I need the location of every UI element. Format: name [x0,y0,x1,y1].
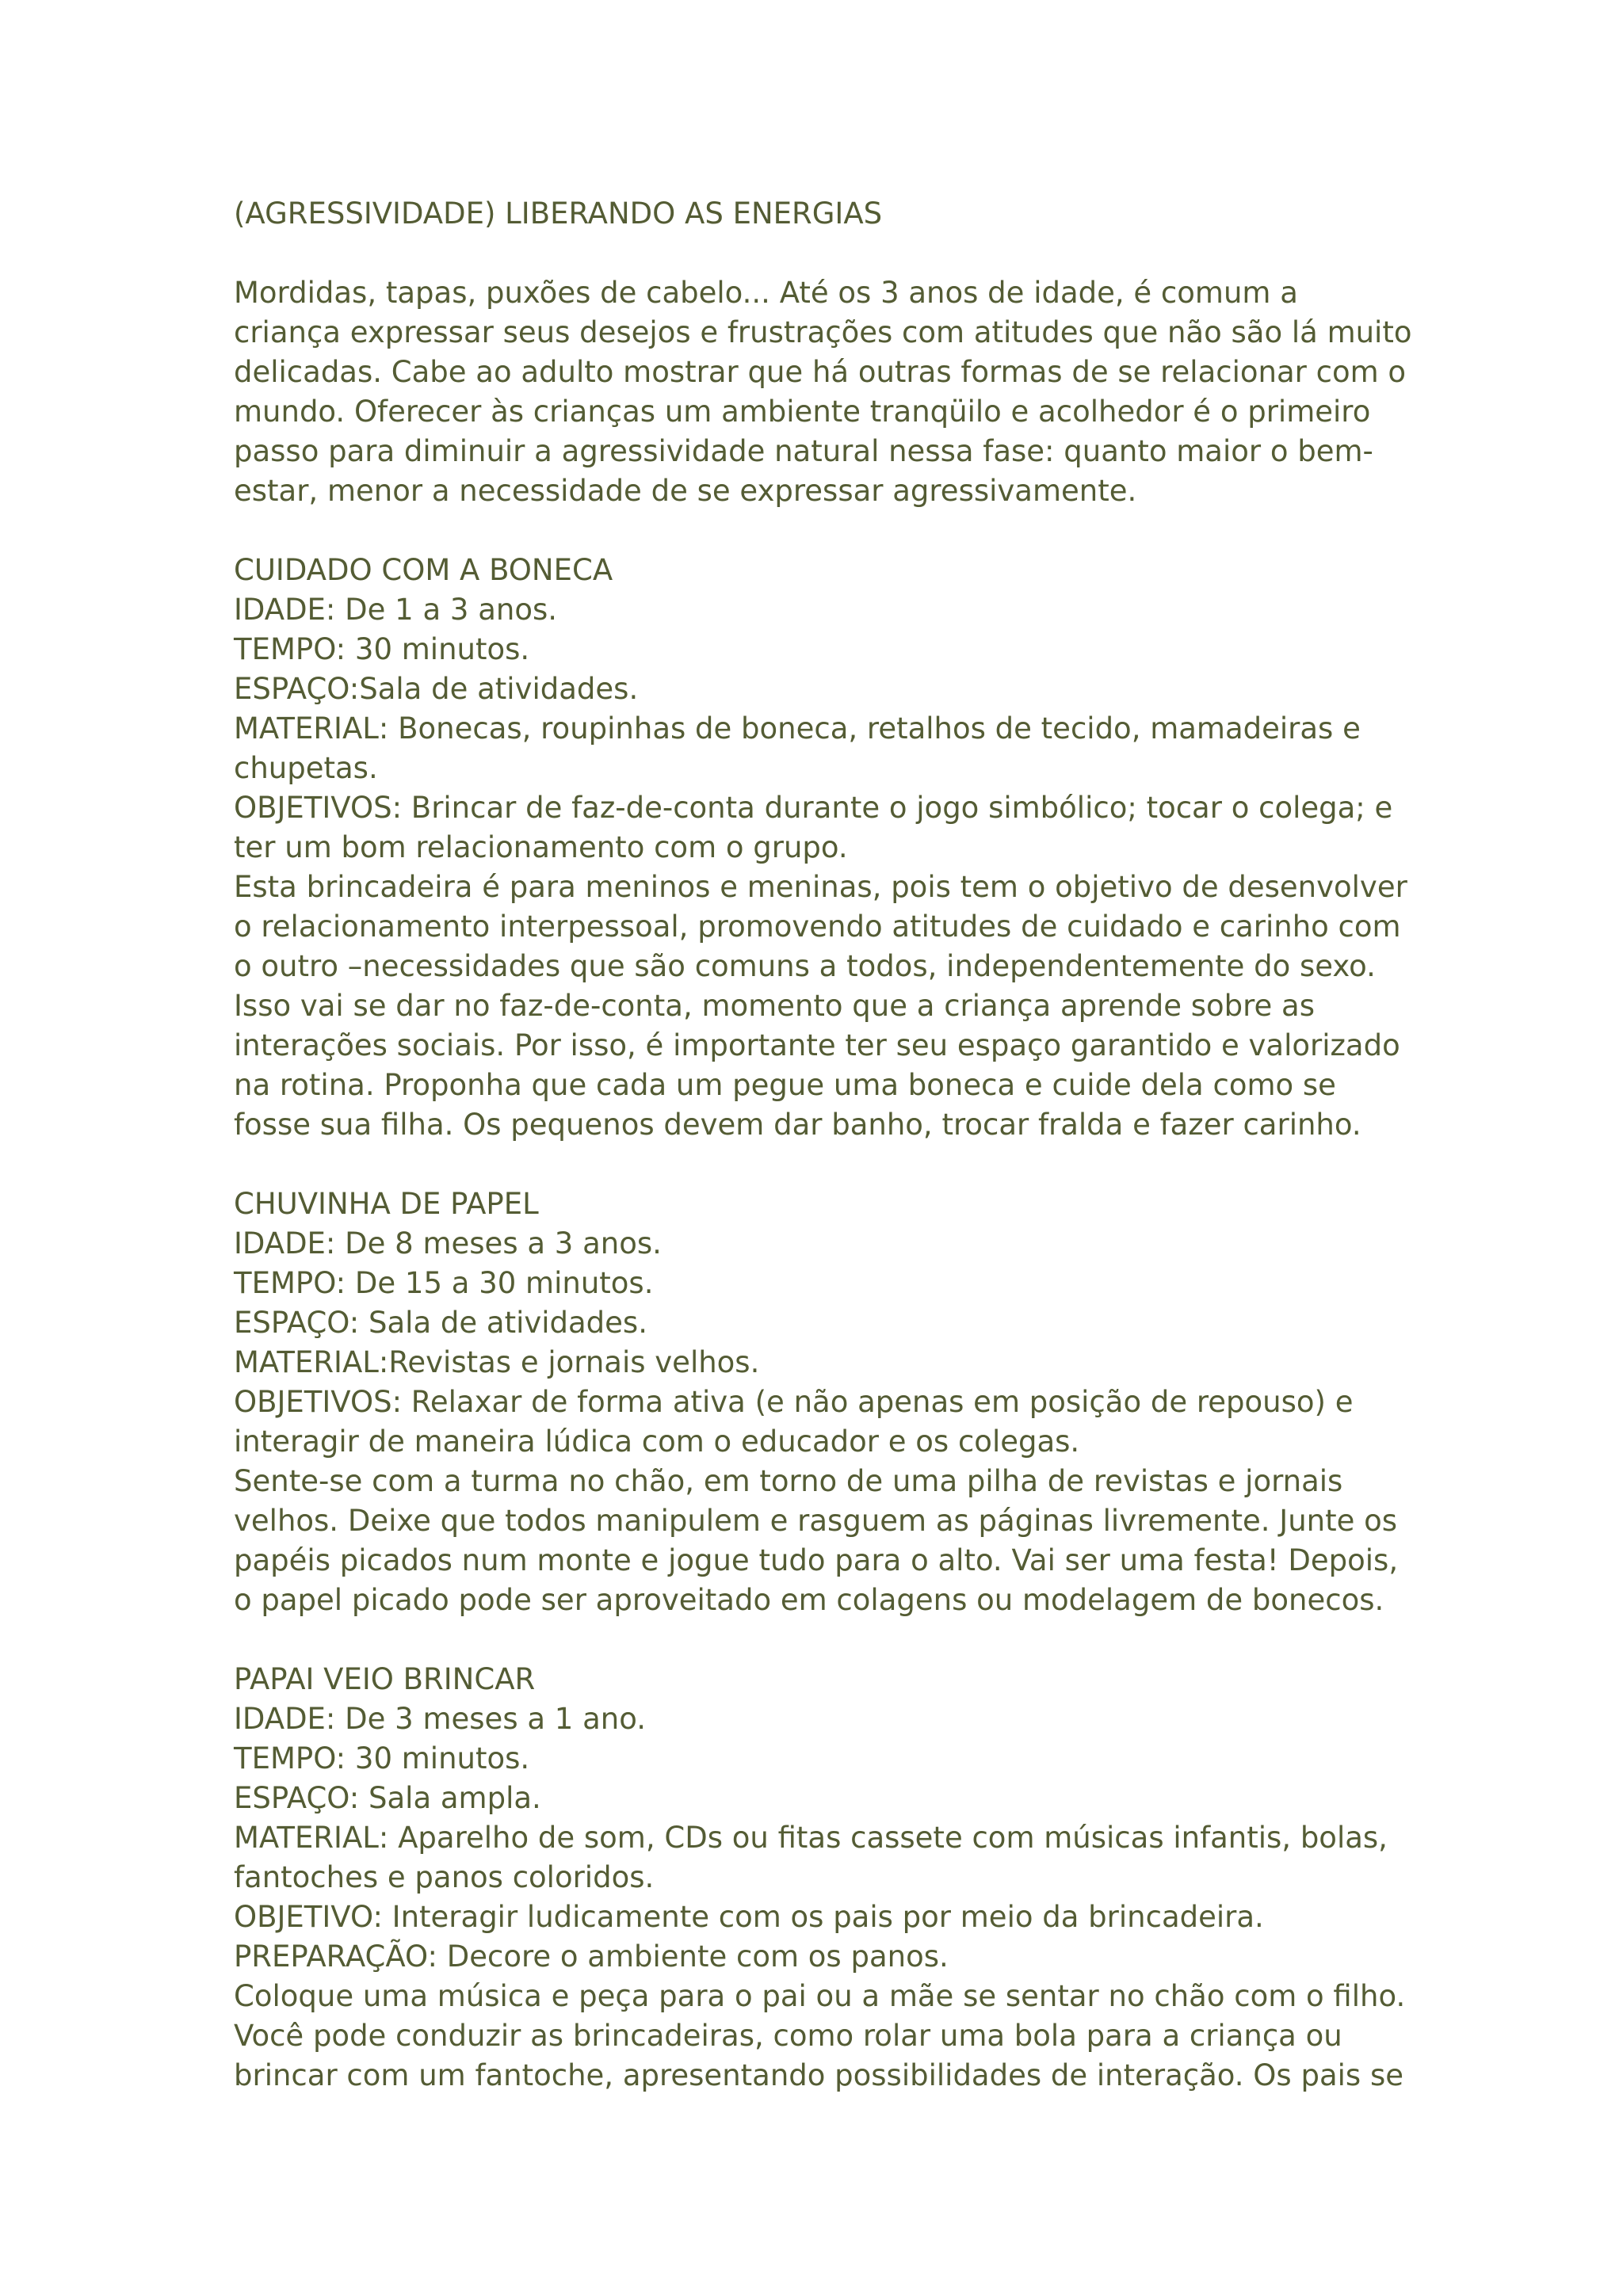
text-line: OBJETIVO: Interagir ludicamente com os pais por meio da brincadeira. [234,1900,1264,1934]
text-line: OBJETIVOS: Relaxar de forma ativa (e não apenas em posição de repouso) e [234,1385,1354,1419]
section-heading: CUIDADO COM A BONECA [234,553,613,587]
text-line: Coloque uma música e peça para o pai ou a mãe se sentar no chão com o filho. [234,1979,1406,2013]
text-line: MATERIAL: Aparelho de som, CDs ou fitas cassete com músicas infantis, bolas, [234,1821,1388,1855]
text-line: o relacionamento interpessoal, promovendo atitudes de cuidado e carinho com [234,910,1401,944]
document-title: (AGRESSIVIDADE) LIBERANDO AS ENERGIAS [234,196,883,231]
text-line: MATERIAL:Revistas e jornais velhos. [234,1345,760,1379]
paragraph-gap [234,511,1407,551]
text-line: fantoches e panos coloridos. [234,1860,655,1894]
text-line: Esta brincadeira é para meninos e meninas, pois tem o objetivo de desenvolver [234,870,1407,904]
text-line: papéis picados num monte e jogue tudo para o alto. Vai ser uma festa! Depois, [234,1543,1399,1577]
text-line: TEMPO: 30 minutos. [234,632,530,666]
section-papai-veio-brincar [234,1660,1407,2096]
paragraph-gap [234,1620,1407,1660]
section-chuvinha-de-papel [234,1184,1407,1620]
section-cuidado-com-a-boneca [234,551,1407,1145]
text-line: estar, menor a necessidade de se expressar agressivamente. [234,474,1137,508]
text-line: IDADE: De 3 meses a 1 ano. [234,1702,646,1736]
text-line: TEMPO: De 15 a 30 minutos. [234,1266,654,1300]
text-line: o papel picado pode ser aproveitado em colagens ou modelagem de bonecos. [234,1583,1384,1617]
text-line: OBJETIVOS: Brincar de faz-de-conta durante o jogo simbólico; tocar o colega; e [234,791,1393,825]
document-body [234,194,1412,2096]
text-line: criança expressar seus desejos e frustrações com atitudes que não são lá muito [234,315,1412,349]
text-line: na rotina. Proponha que cada um pegue uma boneca e cuide dela como se [234,1068,1336,1102]
text-line: ter um bom relacionamento com o grupo. [234,830,848,864]
text-line: ESPAÇO: Sala ampla. [234,1781,541,1815]
text-line: MATERIAL: Bonecas, roupinhas de boneca, retalhos de tecido, mamadeiras e [234,711,1361,746]
text-line: velhos. Deixe que todos manipulem e rasguem as páginas livremente. Junte os [234,1504,1398,1538]
paragraph-gap [234,1145,1407,1184]
text-line: IDADE: De 1 a 3 anos. [234,593,558,627]
text-line: TEMPO: 30 minutos. [234,1741,530,1775]
text-line: interações sociais. Por isso, é importante ter seu espaço garantido e valorizado [234,1028,1400,1062]
text-line: Sente-se com a turma no chão, em torno de uma pilha de revistas e jornais [234,1464,1343,1498]
text-line: ESPAÇO:Sala de atividades. [234,672,639,706]
text-line: passo para diminuir a agressividade natural nessa fase: quanto maior o bem- [234,434,1373,468]
text-line: Mordidas, tapas, puxões de cabelo... Até os 3 anos de idade, é comum a [234,276,1298,310]
section-heading: CHUVINHA DE PAPEL [234,1187,539,1221]
text-line: chupetas. [234,751,378,785]
text-line: Isso vai se dar no faz-de-conta, momento que a criança aprende sobre as [234,989,1315,1023]
text-line: PREPARAÇÃO: Decore o ambiente com os panos. [234,1939,949,1974]
text-line: o outro –necessidades que são comuns a todos, independentemente do sexo. [234,949,1376,983]
text-line: mundo. Oferecer às crianças um ambiente tranqüilo e acolhedor é o primeiro [234,395,1371,429]
text-line: interagir de maneira lúdica com o educador e os colegas. [234,1425,1080,1459]
text-line: fosse sua filha. Os pequenos devem dar banho, trocar fralda e fazer carinho. [234,1108,1361,1142]
intro-paragraph [234,273,1412,511]
text-line: IDADE: De 8 meses a 3 anos. [234,1226,662,1261]
text-line: Você pode conduzir as brincadeiras, como rolar uma bola para a criança ou [234,2019,1342,2053]
section-heading: PAPAI VEIO BRINCAR [234,1662,536,1696]
paragraph-gap [234,234,1407,273]
text-line: brincar com um fantoche, apresentando possibilidades de interação. Os pais se [234,2058,1403,2092]
text-line: delicadas. Cabe ao adulto mostrar que há outras formas de se relacionar com o [234,355,1407,389]
text-line: ESPAÇO: Sala de atividades. [234,1306,647,1340]
